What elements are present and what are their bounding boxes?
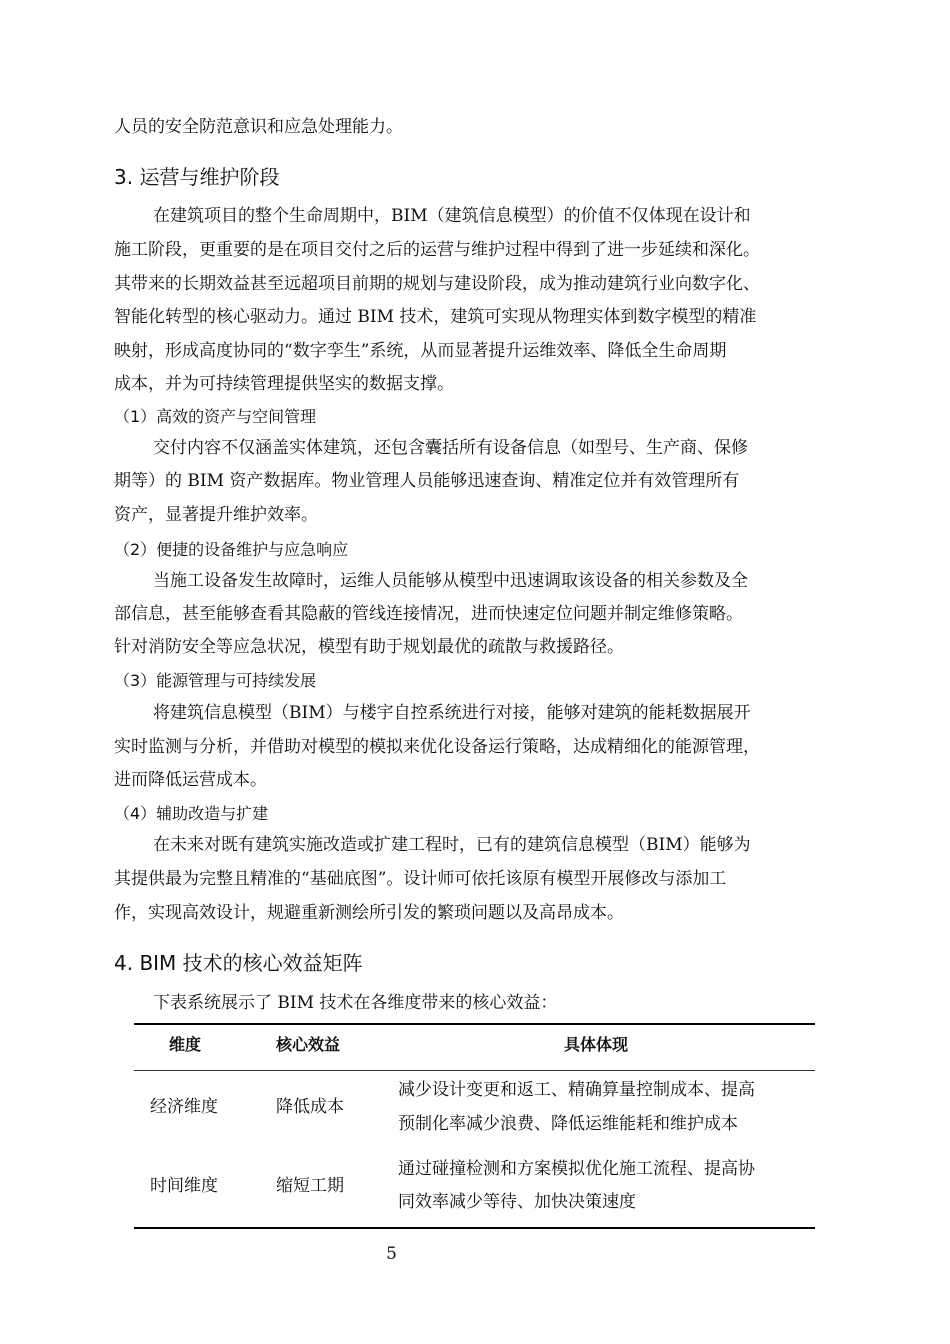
paragraph-line: 在建筑项目的整个生命周期中，BIM（建筑信息模型）的价值不仅体现在设计和 [153, 206, 751, 226]
paragraph-line: 其带来的长期效益甚至远超项目前期的规划与建设阶段，成为推动建筑行业向数字化、 [114, 274, 760, 294]
section-heading: 4. BIM 技术的核心效益矩阵 [114, 951, 363, 975]
subsection-heading: （4）辅助改造与扩建 [114, 804, 269, 823]
paragraph-line: 将建筑信息模型（BIM）与楼宇自控系统进行对接，能够对建筑的能耗数据展开 [153, 703, 751, 723]
subsection-heading: （2）便捷的设备维护与应急响应 [114, 540, 349, 559]
paragraph-line: 成本，并为可持续管理提供坚实的数据支撑。 [114, 374, 454, 394]
table-cell: 经济维度 [150, 1097, 218, 1117]
paragraph-line: 作，实现高效设计，规避重新测绘所引发的繁琐问题以及高昂成本。 [114, 903, 624, 923]
table-header-rule [134, 1070, 815, 1071]
table-cell: 同效率减少等待、加快决策速度 [398, 1192, 636, 1212]
table-cell: 预制化率减少浪费、降低运维能耗和维护成本 [398, 1114, 738, 1134]
paragraph-line: 交付内容不仅涵盖实体建筑，还包含囊括所有设备信息（如型号、生产商、保修 [153, 438, 748, 458]
table-bottom-rule [134, 1227, 815, 1229]
paragraph-line: 在未来对既有建筑实施改造或扩建工程时，已有的建筑信息模型（BIM）能够为 [153, 835, 751, 855]
paragraph-line: 进而降低运营成本。 [114, 770, 267, 790]
table-header-cell: 维度 [169, 1035, 202, 1054]
paragraph-line: 期等）的 BIM 资产数据库。物业管理人员能够迅速查询、精准定位并有效管理所有 [114, 471, 740, 491]
section-heading: 3. 运营与维护阶段 [114, 165, 280, 189]
paragraph-line: 人员的安全防范意识和应急处理能力。 [114, 117, 403, 137]
paragraph-line: 当施工设备发生故障时，运维人员能够从模型中迅速调取该设备的相关参数及全 [153, 571, 748, 591]
table-cell: 降低成本 [276, 1097, 344, 1117]
table-header-cell: 核心效益 [276, 1035, 341, 1054]
paragraph-line: 资产，显著提升维护效率。 [114, 505, 318, 525]
paragraph-line: 实时监测与分析，并借助对模型的模拟来优化设备运行策略，达成精细化的能源管理， [114, 737, 760, 757]
table-cell: 缩短工期 [276, 1176, 344, 1196]
paragraph-line: 映射，形成高度协同的“数字孪生”系统，从而显著提升运维效率、降低全生命周期 [114, 341, 727, 361]
page-number: 5 [386, 1244, 397, 1264]
subsection-heading: （1）高效的资产与空间管理 [114, 407, 317, 426]
table-top-rule [134, 1023, 815, 1025]
table-cell: 通过碰撞检测和方案模拟优化施工流程、提高协 [398, 1159, 755, 1179]
table-header-cell: 具体体现 [564, 1035, 629, 1054]
table-cell: 时间维度 [150, 1176, 218, 1196]
paragraph-line: 部信息，甚至能够查看其隐蔽的管线连接情况，进而快速定位问题并制定维修策略。 [114, 604, 743, 624]
paragraph-line: 针对消防安全等应急状况，模型有助于规划最优的疏散与救援路径。 [114, 637, 624, 657]
paragraph-line: 其提供最为完整且精准的“基础底图”。设计师可依托该原有模型开展修改与添加工 [114, 869, 727, 889]
paragraph-line: 智能化转型的核心驱动力。通过 BIM 技术，建筑可实现从物理实体到数字模型的精准 [114, 307, 757, 327]
paragraph-line: 施工阶段，更重要的是在项目交付之后的运营与维护过程中得到了进一步延续和深化。 [114, 240, 760, 260]
table-cell: 减少设计变更和返工、精确算量控制成本、提高 [398, 1080, 755, 1100]
table-intro: 下表系统展示了 BIM 技术在各维度带来的核心效益： [153, 993, 558, 1013]
subsection-heading: （3）能源管理与可持续发展 [114, 671, 317, 690]
